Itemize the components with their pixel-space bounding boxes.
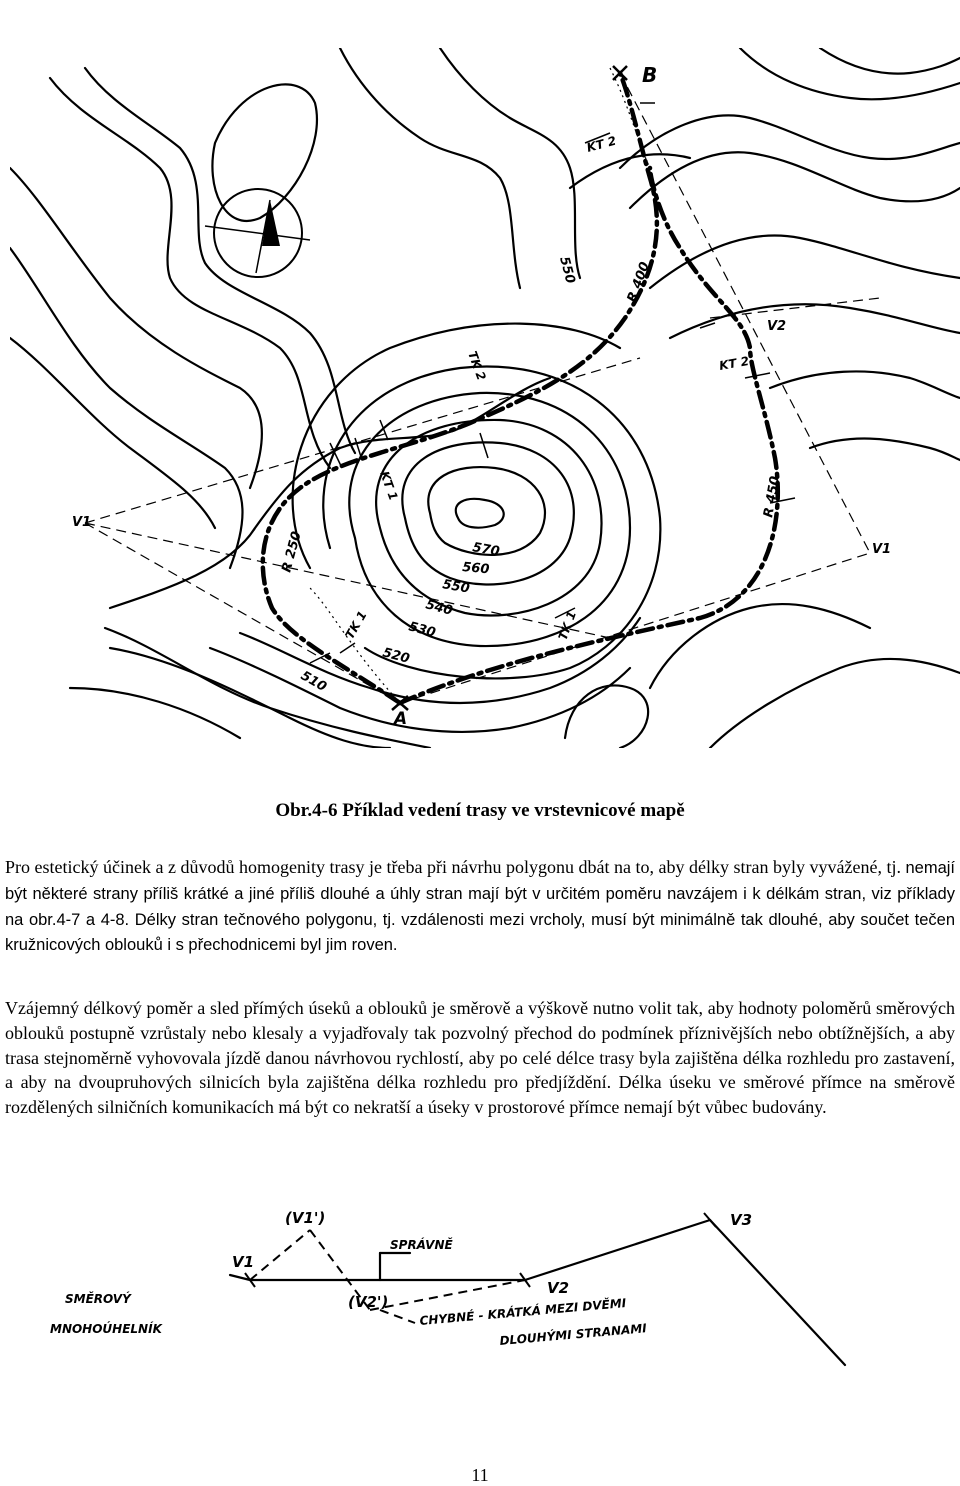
label-directional: MNOHOÚHELNÍK xyxy=(50,1322,162,1336)
vertex-label: V2 xyxy=(547,1279,570,1297)
tangent-point-label: KT 1 xyxy=(377,469,401,503)
page-number: 11 xyxy=(471,1465,489,1485)
contour-label: 560 xyxy=(461,560,490,578)
label-directional: SMĚROVÝ xyxy=(65,1292,131,1306)
route-line xyxy=(263,73,778,703)
tangent-point-label: KT 2 xyxy=(718,353,751,373)
point-label-a: A xyxy=(394,709,408,729)
figure-caption: Obr.4-6 Příklad vedení trasy ve vrstevnicové mapě xyxy=(275,800,685,821)
vertex-label: (V2') xyxy=(348,1293,389,1311)
vertex-label: V1 xyxy=(232,1253,255,1271)
vertex-label: V1 xyxy=(72,515,92,530)
curve-radius-label: R 250 xyxy=(279,529,305,575)
tangent-point-label: TK 2 xyxy=(465,349,489,383)
vertex-label: V1 xyxy=(872,542,892,557)
vertex-label: (V1') xyxy=(285,1209,326,1227)
label-wrong: CHYBNÉ - KRÁTKÁ MEZI DVĚMI xyxy=(419,1295,627,1328)
paragraph-1 xyxy=(5,855,955,958)
vertex-label: V2 xyxy=(767,319,787,334)
contour-map-figure xyxy=(10,48,960,748)
paragraph-1-part-a: Pro estetický účinek a z důvodů homogenity trasy je třeba při návrhu polygonu dbát na to, aby délky stran byly vyvážené, tj. xyxy=(5,857,906,877)
paragraph-1-part-b: nemají být některé strany příliš krátké a jiné příliš dlouhé a úhly stran mají být v určitém poměru navzájem i k délkám stran, viz příklady na obr.4-7 a 4-8. Délky stran tečnového polygonu, tj. vzdálenosti mezi vrcholy, musí být minimálně tak dlouhé, aby součet tečen kružnicových oblouků i s přechodnicemi byl jim roven. xyxy=(5,859,955,955)
contour-label: 520 xyxy=(380,645,412,667)
tangent-point-label: TK 1 xyxy=(555,609,580,643)
tangent-point-label: TK 1 xyxy=(342,608,370,642)
polygon-figure xyxy=(0,1185,960,1435)
curve-radius-label: R 400 xyxy=(624,260,654,305)
curve-radius-label: R 450 xyxy=(761,475,784,519)
contour-label: 540 xyxy=(423,597,455,619)
label-correct: SPRÁVNĚ xyxy=(390,1238,453,1252)
vertex-label: V3 xyxy=(730,1211,753,1229)
contour-label: 550 xyxy=(441,577,471,597)
point-label-b: B xyxy=(642,63,658,87)
contour-lines xyxy=(10,48,960,748)
contour-label: 510 xyxy=(298,668,330,696)
label-wrong-2: DLOUHÝMI STRANAMI xyxy=(499,1321,648,1348)
contour-label: 550 xyxy=(556,255,578,286)
tangent-polygon xyxy=(85,73,880,703)
paragraph-2: Vzájemný délkový poměr a sled přímých úseků a oblouků je směrově a výškově nutno volit tak, aby hodnoty poloměrů směrových oblouků postupně vzrůstaly nebo klesaly a vyjadřovaly tak pozvolný přechod do podmínek příznivějších nebo obtížnějších, a aby trasa stejnoměrně vyhovovala jízdě danou návrhovou rychlostí, aby po celé délce trasy byla zajištěna délka rozhledu pro zastavení, a aby na dvoupruhových silnicích byla zajištěna délka rozhledu pro předjíždění. Délka úseku ve směrové přímce na směrově rozdělených silničních komunikacích má být co nekratší a úseky v prostorové přímce nemají být vůbec budovány. xyxy=(5,998,955,1118)
contour-label: 570 xyxy=(471,540,501,560)
contour-label: 530 xyxy=(406,619,438,641)
tangent-point-label: KT 2 xyxy=(585,133,618,155)
